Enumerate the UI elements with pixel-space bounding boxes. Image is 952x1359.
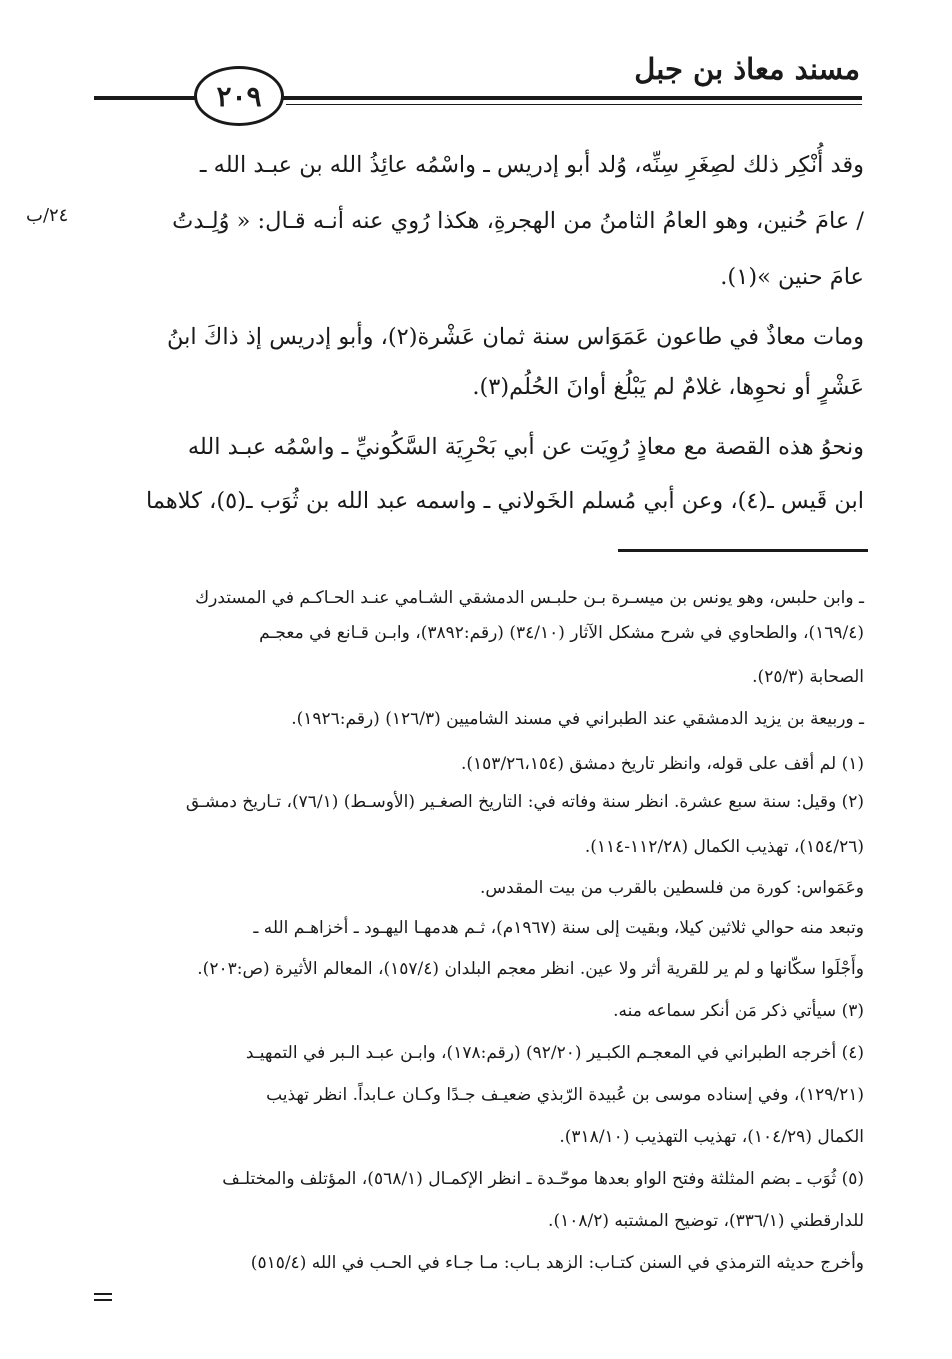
footnote-line: (١٥٤/٢٦)، تهذيب الكمال (١١٢/٢٨-١١٤). bbox=[584, 837, 864, 857]
margin-folio-note: ٢٤/ب bbox=[26, 205, 69, 226]
body-line: ونحوُ هذه القصة مع معاذٍ رُوِيَت عن أبي بَحْرِيَة السَّكُونيِّ ـ واسْمُه عبـد الله bbox=[187, 434, 864, 460]
footnote-line: ـ وربيعة بن يزيد الدمشقي عند الطبراني في مسند الشاميين (١٢٦/٣) (رقم:١٩٢٦). bbox=[291, 709, 864, 729]
footnote-3: (٣) سيأتي ذكر مَن أنكر سماعه منه. bbox=[613, 1001, 864, 1021]
footnote-2: (٢) وقيل: سنة سبع عشرة. انظر سنة وفاته في: التاريخ الصغـير (الأوسـط) (٧٦/١)، تـاريخ دمشـق bbox=[185, 792, 864, 812]
body-line: وقد أُنْكِر ذلك لصِغَرِ سِنِّه، وُلد أبو إدريس ـ واسْمُه عائِذُ الله بن عبـد الله ـ bbox=[199, 152, 864, 178]
body-line: ومات معاذٌ في طاعون عَمَوَاس سنة ثمان عَشْرة(٢)، وأبو إدريس إذ ذاكَ ابنُ bbox=[167, 324, 864, 350]
footnote-separator bbox=[618, 549, 868, 552]
header-rule-thin bbox=[286, 104, 862, 105]
page-number: ٢٠٩ bbox=[216, 79, 262, 113]
footnote-line: وتبعد منه حوالي ثلاثين كيلا، وبقيت إلى سنة (١٩٦٧م)، ثـم هدمهـا اليهـود ـ أخزاهـم الله ـ bbox=[253, 918, 864, 938]
footnote-line: ـ وابن حلبس، وهو يونس بن ميسـرة بـن حلبـس الدمشقي الشـامي عنـد الحـاكـم في المستدرك bbox=[195, 588, 864, 608]
continuation-mark bbox=[94, 1299, 112, 1301]
footnote-5: (٥) ثُوَب ـ بضم المثلثة وفتح الواو بعدها موحّـدة ـ انظر الإكمـال (٥٦٨/١)، المؤتلف والمختلـف bbox=[222, 1169, 864, 1189]
page-number-badge bbox=[194, 66, 284, 126]
running-title: مسند معاذ بن جبل bbox=[634, 52, 860, 86]
footnote-line: وعَمَواس: كورة من فلسطين بالقرب من بيت المقدس. bbox=[479, 878, 864, 898]
footnote-line: وأخرج حديثه الترمذي في السنن كتـاب: الزهد بـاب: مـا جـاء في الحـب في الله (٥١٥/٤) bbox=[250, 1253, 864, 1273]
footnote-line: وأَجْلَوا سكّانها و لم ير للقرية أثر ولا عين. انظر معجم البلدان (١٥٧/٤)، المعالم الأثيرة (ص:٢٠٣). bbox=[197, 959, 864, 979]
footnote-line: الكمال (١٠٤/٢٩)، تهذيب التهذيب (٣١٨/١٠). bbox=[559, 1127, 864, 1147]
body-line: عامَ حنين »(١). bbox=[720, 264, 864, 290]
footnote-4: (٤) أخرجه الطبراني في المعجـم الكبـير (٩٢/٢٠) (رقم:١٧٨)، وابـن عبـد الـبر في التمهيـد bbox=[245, 1043, 864, 1063]
body-line: عَشْرٍ أو نحوِها، غلامٌ لم يَبْلُغ أوانَ الحُلُم(٣). bbox=[472, 374, 864, 400]
footnote-line: الصحابة (٢٥/٣). bbox=[752, 667, 864, 687]
body-line: ابن قَيس ـ(٤)، وعن أبي مُسلم الخَولاني ـ واسمه عبد الله بن ثُوَب ـ(٥)، كلاهما bbox=[146, 488, 864, 514]
footnote-line: (١٢٩/٢١)، وفي إسناده موسى بن عُبيدة الرّبذي ضعيـف جـدًا وكـان عـابداً. انظر تهذيب bbox=[266, 1085, 864, 1105]
continuation-mark bbox=[94, 1293, 112, 1295]
footnote-line: (١٦٩/٤)، والطحاوي في شرح مشكل الآثار (٣٤/١٠) (رقم:٣٨٩٢)، وابـن قـانع في معجـم bbox=[259, 623, 864, 643]
body-line: / عامَ حُنين، وهو العامُ الثامنُ من الهجرةِ، هكذا رُوي عنه أنـه قـال: « وُلِـدتُ bbox=[172, 208, 864, 234]
footnote-1: (١) لم أقف على قوله، وانظر تاريخ دمشق (١٥٣/٢٦،١٥٤). bbox=[461, 754, 864, 774]
footnote-line: للدارقطني (٣٣٦/١)، توضيح المشتبه (١٠٨/٢). bbox=[548, 1211, 864, 1231]
